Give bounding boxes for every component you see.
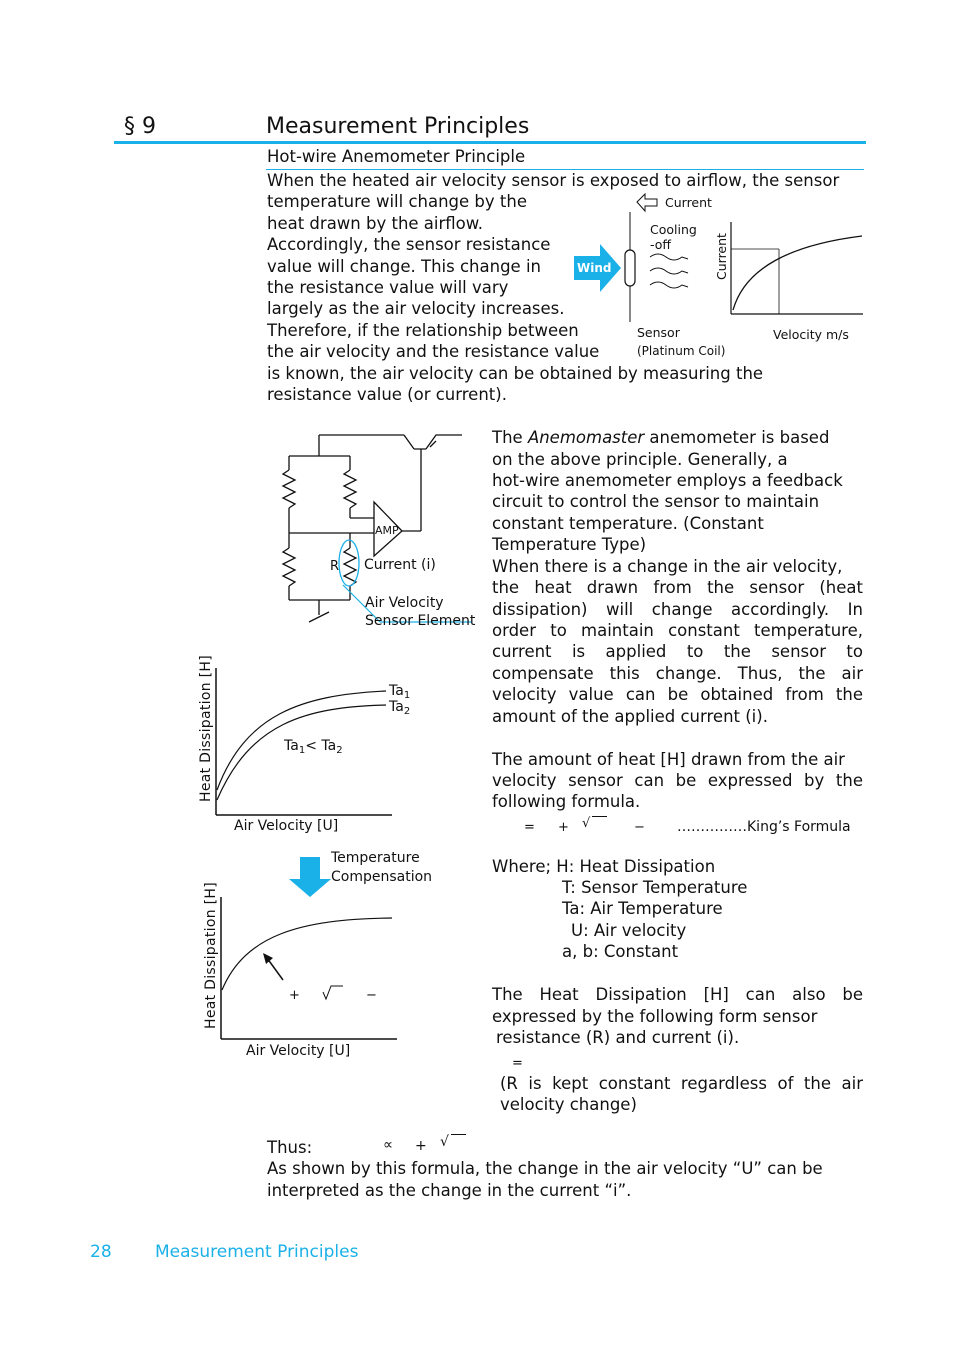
sensor-label: Sensor [637, 325, 680, 340]
sensor-element-label: Sensor Element [365, 613, 476, 629]
kings-formula-label: ……………King’s Formula [677, 819, 851, 835]
rc-line: The Heat Dissipation [H] can also be [492, 985, 863, 1004]
where-line: U: Air velocity [571, 921, 687, 940]
mini-graph-x-label: Velocity m/s [773, 327, 849, 342]
rc-line: The amount of heat [H] drawn from the air [492, 750, 845, 769]
page-number: 28 [90, 1242, 112, 1262]
graph2-formula-sqrt [312, 983, 320, 998]
sqrt-bar [592, 816, 607, 817]
intro-line: is known, the air velocity can be obtained by measuring the [267, 364, 764, 383]
thus-label: Thus: [267, 1138, 313, 1157]
rc-line: resistance (R) and current (i). [496, 1028, 740, 1047]
rc-line: velocity change) [500, 1095, 637, 1114]
intro-line: largely as the air velocity increases. [267, 299, 565, 318]
page-title: Measurement Principles [266, 114, 530, 139]
eq2: = [512, 1056, 523, 1071]
sqrt-bar [451, 1134, 466, 1135]
intro-line: the air velocity and the resistance value [267, 342, 600, 361]
rc-line: hot-wire anemometer employs a feedback [492, 471, 843, 490]
section-number: § 9 [124, 114, 156, 139]
wind-label: Wind [577, 261, 612, 275]
rc-line: Temperature Type) [492, 535, 647, 554]
rc-line: (R is kept constant regardless of the air [500, 1074, 863, 1093]
conclusion-line: As shown by this formula, the change in the air velocity “U” can be [267, 1159, 823, 1178]
intro-line: Therefore, if the relationship between [267, 321, 579, 340]
graph2-x-label: Air Velocity [U] [246, 1043, 351, 1059]
intro-line: value will change. This change in [267, 257, 541, 276]
rc-line: compensate this change. Thus, the air [492, 664, 863, 683]
thus-sqrt: √ [440, 1134, 449, 1150]
where-line: a, b: Constant [562, 942, 679, 961]
where-line: T: Sensor Temperature [562, 878, 748, 897]
footer-section: Measurement Principles [155, 1242, 359, 1262]
ta2-label: $Ta_2$ [389, 699, 411, 717]
circuit-current-label: Current (i) [364, 557, 436, 573]
r-label: R [330, 559, 340, 574]
thus-plus: + [415, 1138, 427, 1154]
subtitle: Hot-wire Anemometer Principle [267, 147, 526, 166]
cooling-label: -off [650, 237, 672, 252]
graph1-x-label: Air Velocity [U] [234, 818, 339, 834]
rc-line: on the above principle. Generally, a [492, 450, 788, 469]
compensated-curve [222, 918, 392, 990]
intro-line: the resistance value will vary [267, 278, 509, 297]
thus-prop: ∝ [383, 1137, 394, 1153]
amp-label: AMP [375, 524, 399, 537]
sensor-element-label: Air Velocity [365, 595, 444, 611]
rc-line: order to maintain constant temperature, [492, 621, 863, 640]
ta1-label: $Ta_1$ [389, 683, 411, 701]
graph1-y-label: Heat Dissipation [H] [198, 655, 214, 802]
rc-line: dissipation) will change accordingly. In [492, 600, 863, 619]
kings-formula-eq: = [524, 820, 535, 835]
rc-line: When there is a change in the air velocity, [492, 557, 843, 576]
compensation-label: Compensation [331, 869, 433, 885]
rc-line: following formula. [492, 792, 641, 811]
intro-line: Accordingly, the sensor resistance [267, 235, 551, 254]
intro-line: heat drawn by the airflow. [267, 214, 483, 233]
rc-line: current is applied to the sensor to [492, 642, 863, 661]
pointer-arrow [267, 958, 283, 980]
rc-line: the heat drawn from the sensor (heat [492, 578, 863, 597]
graph2-y-label: Heat Dissipation [H] [203, 882, 219, 1029]
rc-line: circuit to control the sensor to maintain [492, 492, 820, 511]
rc-line: expressed by the following form sensor [492, 1007, 818, 1026]
rc-line: amount of the applied current (i). [492, 707, 768, 726]
kings-formula-minus: − [634, 820, 645, 835]
conclusion-line: interpreted as the change in the current “i”. [267, 1181, 632, 1200]
where-line: Ta: Air Temperature [562, 899, 723, 918]
rc-line: The Anemomaster anemometer is based [492, 428, 830, 447]
intro-line: When the heated air velocity sensor is exposed to airflow, the sensor [267, 171, 840, 190]
ta-relation-label: $Ta_1< Ta_2$ [284, 738, 343, 756]
where-line: Where; H: Heat Dissipation [492, 857, 716, 876]
kings-formula-plus: + [558, 820, 569, 835]
rc-line: velocity sensor can be expressed by the [492, 771, 863, 790]
rc-line: velocity value can be obtained from the [492, 685, 863, 704]
mini-graph-y-label: Current [714, 233, 729, 280]
kings-formula-sqrt: √ [582, 816, 591, 831]
intro-line: temperature will change by the [267, 192, 527, 211]
intro-line: resistance value (or current). [267, 385, 507, 404]
rc-line: constant temperature. (Constant [492, 514, 764, 533]
cooling-label: Cooling [650, 222, 697, 237]
graph2-formula-plus: + [289, 988, 300, 1003]
graph2-formula-minus: − [366, 988, 377, 1003]
sensor-current-label: Current [665, 195, 712, 210]
coil-label: (Platinum Coil) [637, 344, 726, 358]
compensation-label: Temperature [331, 850, 420, 866]
